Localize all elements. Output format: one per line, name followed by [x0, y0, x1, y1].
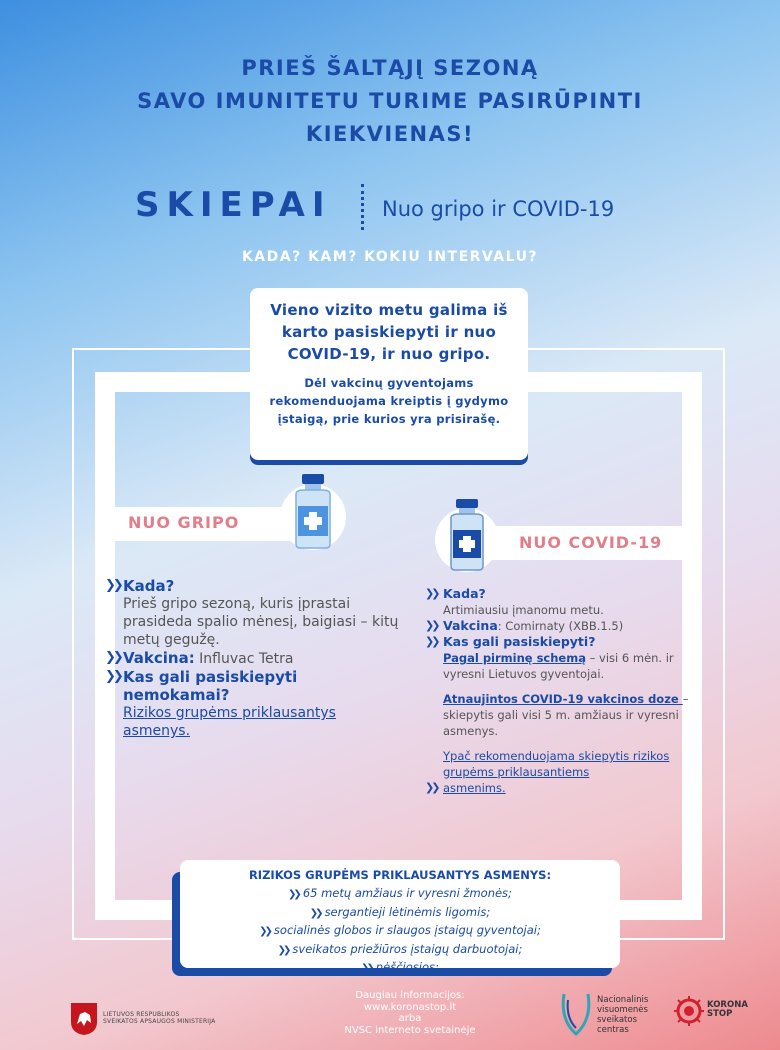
covid-primary-link[interactable]: Pagal pirminę schemą — [443, 651, 586, 665]
flu-label: NUO GRIPO — [128, 513, 240, 532]
covid-vial-icon — [432, 494, 502, 574]
skiepai-heading: SKIEPAI — [135, 185, 332, 225]
chevron-right-icon: ❯❯ — [105, 669, 121, 684]
flu-when-row — [105, 577, 405, 595]
chevron-right-icon: ❯❯ — [425, 635, 438, 648]
covid-details — [425, 586, 715, 796]
chevron-right-icon: ❯❯ — [105, 578, 121, 593]
covid-when-answer: Artimiausiu įmanomu metu. — [443, 603, 604, 617]
covid-booster-link[interactable]: Atnaujintos COVID-19 vakcinos doze — [443, 692, 683, 706]
flu-who-question: Kas gali pasiskiepyti nemokamai? — [123, 668, 298, 704]
flu-vial-icon — [278, 470, 348, 552]
covid-vaccine-label: Vakcina — [443, 618, 498, 633]
flu-vaccine-label: Vakcina: — [123, 649, 195, 667]
koronastop-text: KORONA STOP — [707, 1000, 748, 1019]
chevron-right-icon: ❯❯ — [425, 619, 438, 632]
covid-when-row — [425, 586, 715, 602]
flu-when-question: Kada? — [123, 577, 175, 595]
info-note-text: Dėl vakcinų gyventojams rekomenduojama kreiptis į gydymo įstaigą, prie kurios yra prisirašę. — [269, 376, 509, 426]
covid-vaccine-value: : Comirnaty (XBB.1.5) — [497, 619, 624, 633]
covid-primary — [425, 650, 715, 682]
questions-line: KADA? KAM? KOKIU INTERVALU? — [241, 249, 539, 265]
covid-label: NUO COVID-19 — [519, 533, 663, 552]
flu-who-row — [105, 668, 405, 704]
risk-item: ❯❯ socialinės globos ir slaugos įstaigų gyventojai; — [259, 923, 541, 937]
covid-primary-text: – visi 6 mėn. ir vyresni Lietuvos gyventojai. — [443, 651, 674, 681]
flu-vaccine-row — [105, 649, 405, 668]
risk-item: ❯❯ 65 metų amžiaus ir vyresni žmonės; — [288, 886, 512, 900]
title-line-3: KIEKVIENAS! — [305, 122, 475, 146]
covid-risk-row — [425, 780, 715, 796]
covid-risk-line — [425, 748, 715, 780]
nvsc-logo-icon — [558, 990, 594, 1038]
flu-risk-groups-link[interactable]: Rizikos grupėms priklausantys asmenys. — [123, 705, 336, 739]
title-line-2: SAVO IMUNITETU TURIME PASIRŪPINTI — [137, 89, 643, 113]
covid-booster — [425, 691, 715, 739]
flu-details — [105, 577, 405, 740]
nvsc-link[interactable]: NVSC interneto svetainėje — [344, 1024, 476, 1036]
koronastop-logo-icon — [674, 996, 704, 1026]
chevron-right-icon: ❯❯ — [277, 944, 289, 956]
covid-risk-link-1[interactable]: Ypač rekomenduojama skiepytis rizikos grupėms priklausantiems — [443, 749, 670, 779]
chevron-right-icon: ❯❯ — [309, 907, 321, 919]
info-box — [250, 288, 528, 460]
covid-when-question: Kada? — [443, 586, 486, 601]
chevron-right-icon: ❯❯ — [425, 587, 438, 600]
covid-risk-link-2[interactable]: asmenims. — [443, 781, 506, 795]
flu-vaccine-value: Influvac Tetra — [194, 651, 294, 667]
risk-item: ❯❯ sergantieji lėtinėmis ligomis; — [309, 904, 491, 919]
chevron-right-icon: ❯❯ — [105, 650, 121, 665]
risk-groups-box — [180, 860, 620, 974]
chevron-right-icon: ❯❯ — [425, 781, 438, 794]
page-title — [0, 52, 780, 151]
covid-booster-text: – skiepytis gali visi 5 m. amžiaus ir vyresni asmenys. — [443, 692, 689, 738]
covid-vaccine-row — [425, 618, 715, 634]
koronastop-link[interactable]: www.koronastop.lt — [363, 1001, 457, 1013]
ministry-text: LIETUVOS RESPUBLIKOS SVEIKATOS APSAUGOS MINISTERIJA — [103, 1011, 216, 1025]
dotted-divider — [361, 184, 364, 230]
risk-item: ❯❯ nėščiosios; — [361, 960, 439, 974]
title-line-1: PRIEŠ ŠALTĄJĮ SEZONĄ — [241, 56, 539, 80]
info-main-text: Vieno vizito metu galima iš karto pasiskiepyti ir nuo COVID-19, ir nuo gripo. — [270, 301, 508, 363]
subheading: Nuo gripo ir COVID-19 — [382, 197, 615, 221]
covid-who-question: Kas gali pasiskiepyti? — [443, 634, 596, 649]
risk-heading: RIZIKOS GRUPĖMS PRIKLAUSANTYS ASMENYS: — [248, 868, 552, 882]
more-info: Daugiau informacijos: www.koronastop.lt arba NVSC interneto svetainėje — [310, 990, 510, 1036]
flu-when-answer: Prieš gripo sezoną, kuris įprastai prasideda spalio mėnesį, baigiasi – kitų metų gegužę. — [123, 596, 399, 648]
coat-of-arms-icon — [70, 1002, 98, 1036]
chevron-right-icon: ❯❯ — [259, 926, 270, 937]
covid-who-row — [425, 634, 715, 650]
chevron-right-icon: ❯❯ — [288, 889, 299, 900]
chevron-right-icon: ❯❯ — [361, 963, 372, 974]
nvsc-text: Nacionalinis visuomenės sveikatos centras — [597, 995, 649, 1035]
risk-item: ❯❯ sveikatos priežiūros įstaigų darbuotojai; — [277, 941, 523, 956]
